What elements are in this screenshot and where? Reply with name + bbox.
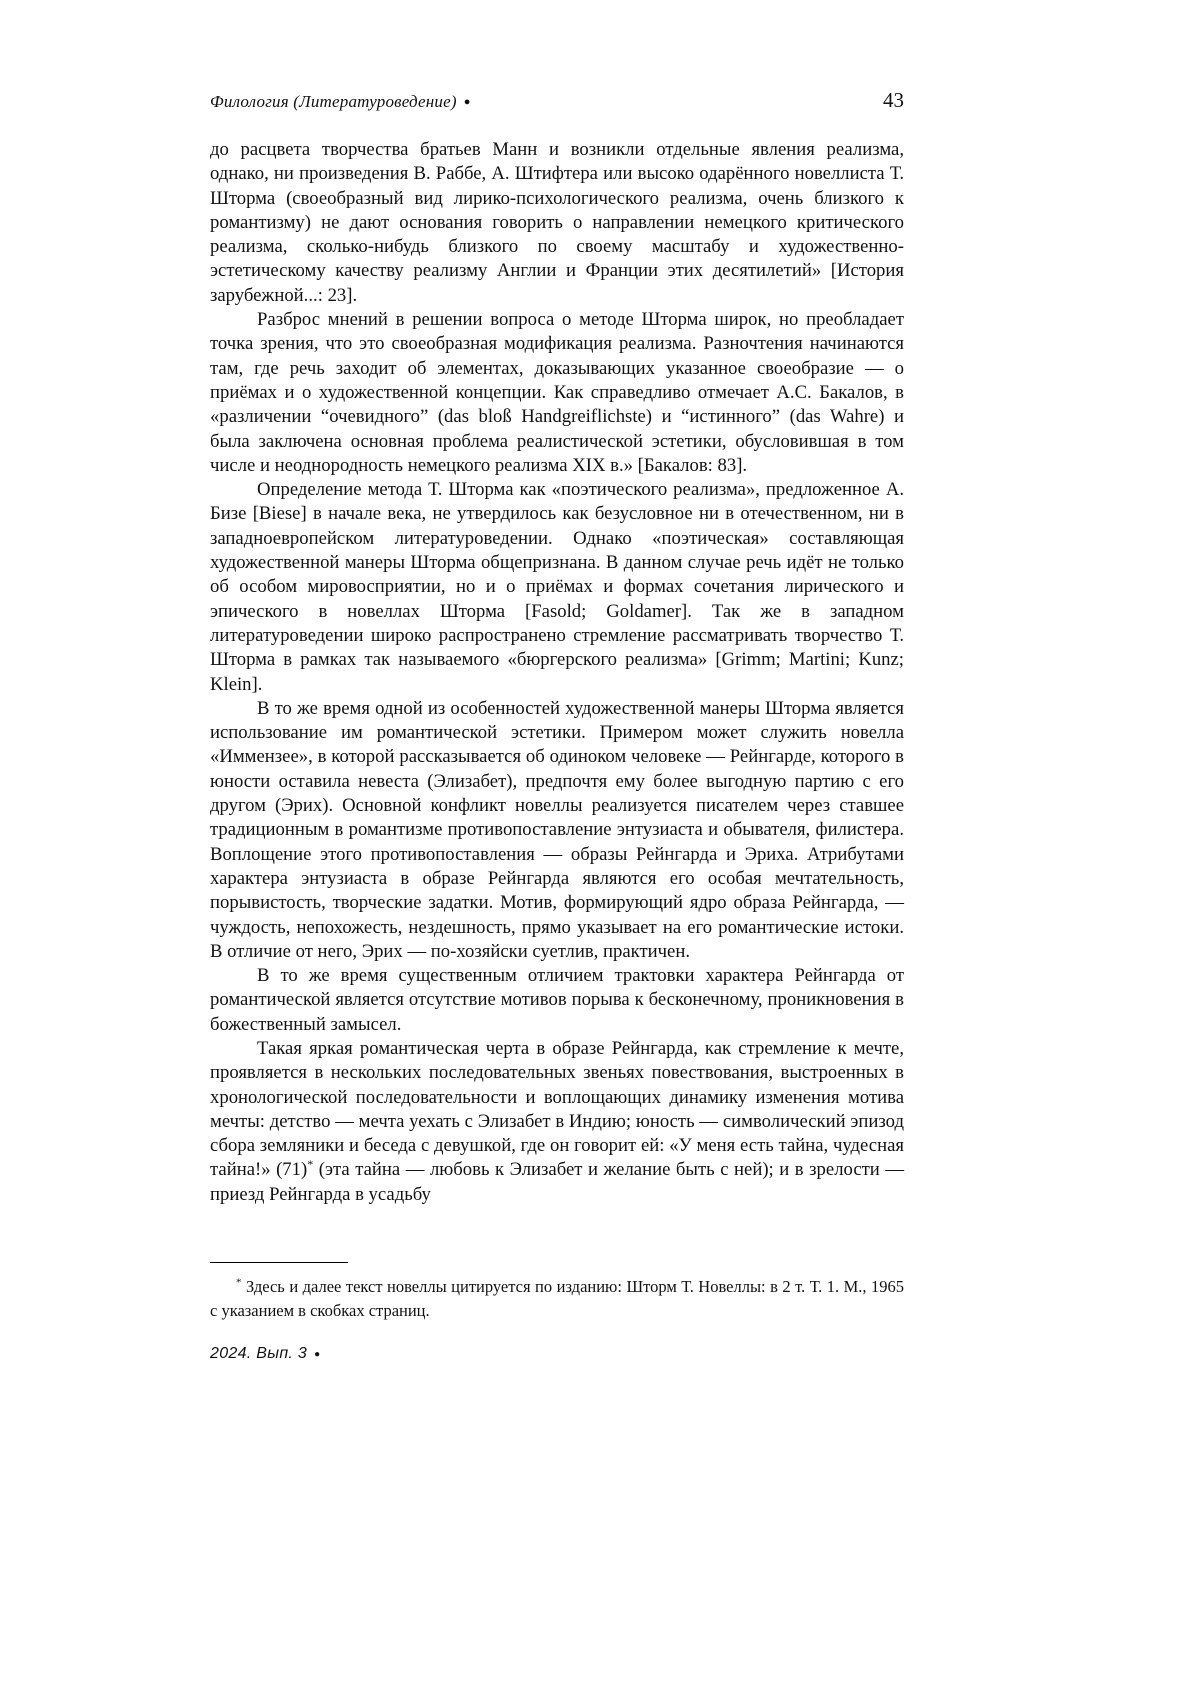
paragraph: Определение метода Т. Шторма как «поэтического реализма», предложенное А. Бизе [Biese] в начале века, не утвердилось как безусловное ни в отечественном, ни в западноевропейском литературоведении. Однако «поэтическая» составляющая художественной манеры Шторма общепризнана. В данном случае речь идёт не только об особом мировосприятии, но и о приёмах и формах сочетания лирического и эпического в новеллах Шторма [Fasold; Goldamer]. Так же в западном литературоведении широко распространено стремление рассматривать творчество Т. Шторма в рамках так называемого «бюргерского реализма» [Grimm; Martini; Kunz; Klein]. [210,479,904,695]
footnote-reference: * [307,1157,314,1172]
footnote-text [210,1275,904,1322]
article-body [210,138,904,1207]
page-number: 43 [883,88,904,112]
paragraph: В то же время одной из особенностей художественной манеры Шторма является использование им романтической эстетики. Примером может служить новелла «Иммензее», в которой рассказывается об одиноком человеке — Рейнгарде, которого в юности оставила невеста (Элизабет), предпочтя ему более выгодную партию с его другом (Эрих). Основной конфликт новеллы реализуется писателем через ставшее традиционным в романтизме противопоставление энтузиаста и обывателя, филистера. Воплощение этого противопоставления — образы Рейнгарда и Эриха. Атрибутами характера энтузиаста в образе Рейнгарда являются его особая мечтательность, порывистость, творческие задатки. Мотив, формирующий ядро образа Рейнгарда, — чуждость, непохожесть, нездешность, прямо указывает на его романтические истоки. В отличие от него, Эрих — по-хозяйски суетлив, практичен. [210,697,904,962]
footnote-body: Здесь и далее текст новеллы цитируется по изданию: Шторм Т. Новеллы: в 2 т. Т. 1. М., 1965 с указанием в скобках страниц. [210,1277,905,1320]
bullet-icon: ● [314,1349,321,1360]
page-header [210,88,904,113]
paragraph-text: (эта тайна — любовь к Элизабет и желание быть с ней); и в зрелости — приезд Рейнгарда в усадьбу [210,1159,905,1205]
paragraph [210,1037,904,1207]
paragraph-text: Такая яркая романтическая черта в образе Рейнгарда, как стремление к мечте, проявляется в нескольких последовательных звеньях повествования, выстроенных в хронологической последовательности и воплощающих динамику изменения мотива мечты: детство — мечта уехать с Элизабет в Индию; юность — символический эпизод сбора земляники и беседа с девушкой, где он говорит ей: «У меня есть тайна, чудесная тайна!» (71) [210,1037,904,1181]
page-footer [210,1345,320,1363]
bullet-icon: ● [463,96,471,108]
paragraph: до расцвета творчества братьев Манн и возникли отдельные явления реализма, однако, ни произведения В. Раббе, А. Штифтера или высоко одарённого новеллиста Т. Шторма (своеобразный вид лирико-психологического реализма, очень близкого к романтизму) не дают основания говорить о направлении немецкого критического реализма, сколько-нибудь близкого по своему масштабу и художественно-эстетическому качеству реализму Англии и Франции этих десятилетий» [История зарубежной...: 23]. [210,139,904,306]
footnote-separator [210,1262,348,1263]
footnote [210,1262,904,1322]
running-title [210,92,471,112]
paragraph: В то же время существенным отличием трактовки характера Рейнгарда от романтической является отсутствие мотивов порыва к бесконечному, проникновения в божественный замысел. [210,965,904,1035]
paragraph: Разброс мнений в решении вопроса о методе Шторма широк, но преобладает точка зрения, что это своеобразная модификация реализма. Разночтения начинаются там, где речь заходит об элементах, доказывающих указанное своеобразие — о приёмах и о художественной концепции. Как справедливо отмечает А.С. Бакалов, в «различении “очевидного” (das bloß Handgreiflichste) и “истинного” (das Wahre) и была заключена основная проблема реалистической эстетики, обусловившая в том числе и неоднородность немецкого реализма XIX в.» [Бакалов: 83]. [210,309,904,476]
footer-text: 2024. Вып. 3 [210,1345,308,1362]
footnote-marker: * [236,1276,242,1289]
running-title-text: Филология (Литературоведение) [210,92,457,111]
